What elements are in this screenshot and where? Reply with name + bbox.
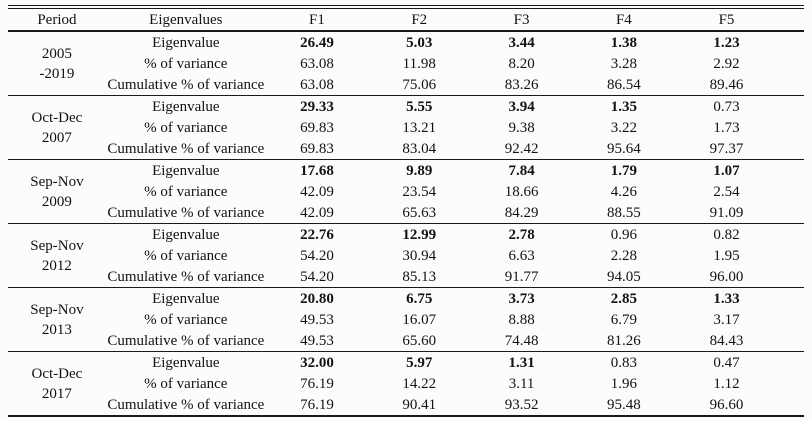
period-line: 2009 [41, 193, 72, 210]
value-cell-f5: 0.82 [713, 226, 740, 243]
value-cell-f3: 84.29 [504, 204, 539, 221]
row-label-cell: Eigenvalue [152, 290, 220, 307]
table-row [8, 202, 804, 224]
value-cell-f3: 1.31 [508, 354, 535, 371]
value-cell-f2: 5.03 [406, 34, 433, 51]
value-cell-f3: 93.52 [504, 396, 539, 413]
value-cell-f5: 1.07 [713, 162, 740, 179]
header-cell-f1: F1 [309, 11, 325, 28]
value-cell-f1: 69.83 [300, 140, 334, 157]
header-row [8, 7, 804, 31]
table-row [8, 309, 804, 330]
value-cell-f1: 69.83 [300, 119, 334, 136]
value-cell-f1: 76.19 [300, 396, 334, 413]
row-label-cell: Cumulative % of variance [107, 396, 265, 413]
value-cell-f2: 23.54 [402, 183, 437, 200]
value-cell-f4: 94.05 [607, 268, 641, 285]
value-cell-f5: 96.00 [709, 268, 744, 285]
value-cell-f2: 85.13 [402, 268, 437, 285]
value-cell-f1: 63.08 [300, 76, 334, 93]
table-row [8, 288, 804, 310]
period-group [8, 31, 804, 96]
value-cell-f5: 91.09 [709, 204, 744, 221]
table-row [8, 160, 804, 182]
value-cell-f2: 90.41 [402, 396, 437, 413]
header-cell-f4: F4 [615, 11, 632, 28]
value-cell-f3: 7.84 [508, 162, 535, 179]
value-cell-f4: 3.22 [610, 119, 638, 136]
value-cell-f4: 2.85 [610, 290, 638, 307]
value-cell-f4: 0.96 [610, 226, 638, 243]
value-cell-f5: 1.12 [713, 375, 740, 392]
header-cell-period: Period [37, 11, 77, 28]
row-label-cell: Cumulative % of variance [107, 204, 265, 221]
period-line: Sep-Nov [30, 301, 84, 318]
value-cell-f3: 92.42 [504, 140, 539, 157]
value-cell-f1: 20.80 [300, 290, 334, 307]
value-cell-f5: 2.92 [713, 55, 740, 72]
value-cell-f1: 49.53 [300, 311, 334, 328]
row-label-cell: Cumulative % of variance [107, 268, 265, 285]
value-cell-f4: 95.64 [607, 140, 641, 157]
table-row [8, 330, 804, 352]
period-line: Oct-Dec [31, 109, 83, 126]
period-line: 2013 [41, 321, 72, 338]
table-header [8, 7, 804, 31]
value-cell-f2: 6.75 [406, 290, 433, 307]
table-row [8, 74, 804, 96]
value-cell-f5: 97.37 [709, 140, 744, 157]
row-label-cell: Eigenvalue [152, 226, 220, 243]
value-cell-f5: 84.43 [709, 332, 744, 349]
value-cell-f3: 3.94 [508, 98, 535, 115]
eigenvalues-table [8, 5, 804, 417]
value-cell-f3: 3.44 [508, 34, 535, 51]
table-row [8, 352, 804, 374]
table-row [8, 394, 804, 416]
period-cell [8, 96, 106, 160]
period-group [8, 96, 804, 160]
period-group [8, 288, 804, 352]
value-cell-f2: 5.55 [406, 98, 433, 115]
period-line: 2012 [41, 257, 72, 274]
period-line: -2019 [39, 65, 75, 82]
value-cell-f4: 3.28 [610, 55, 638, 72]
row-label-cell: Eigenvalue [152, 162, 220, 179]
value-cell-f3: 8.20 [508, 55, 535, 72]
period-cell [8, 160, 106, 224]
value-cell-f3: 3.73 [508, 290, 535, 307]
value-cell-f3: 3.11 [508, 375, 535, 392]
period-line: 2007 [41, 129, 72, 146]
value-cell-f5: 1.23 [713, 34, 740, 51]
header-cell-f2: F2 [411, 11, 428, 28]
value-cell-f3: 74.48 [504, 332, 539, 349]
period-group [8, 160, 804, 224]
value-cell-f2: 75.06 [402, 76, 437, 93]
row-label-cell: Eigenvalue [152, 354, 220, 371]
value-cell-f4: 1.96 [610, 375, 638, 392]
row-label-cell: % of variance [144, 311, 228, 328]
row-label-cell: Eigenvalue [152, 34, 220, 51]
table-row [8, 96, 804, 118]
value-cell-f5: 1.73 [713, 119, 740, 136]
row-label-cell: % of variance [144, 119, 228, 136]
value-cell-f2: 65.63 [402, 204, 437, 221]
value-cell-f4: 88.55 [607, 204, 641, 221]
period-line: 2005 [41, 45, 72, 62]
value-cell-f3: 18.66 [504, 183, 539, 200]
header-cell-eigenvalues: Eigenvalues [149, 11, 223, 28]
table-row [8, 266, 804, 288]
value-cell-f1: 42.09 [300, 204, 334, 221]
row-label-cell: % of variance [144, 55, 228, 72]
value-cell-f1: 26.49 [300, 34, 334, 51]
row-label-cell: Cumulative % of variance [107, 76, 265, 93]
header-cell-f3: F3 [513, 11, 530, 28]
table-row [8, 53, 804, 74]
period-line: Sep-Nov [30, 237, 84, 254]
row-label-cell: Cumulative % of variance [107, 140, 265, 157]
value-cell-f2: 30.94 [402, 247, 437, 264]
period-group [8, 224, 804, 288]
value-cell-f5: 2.54 [713, 183, 740, 200]
value-cell-f1: 54.20 [300, 268, 334, 285]
table-row [8, 117, 804, 138]
value-cell-f1: 63.08 [300, 55, 334, 72]
value-cell-f1: 32.00 [300, 354, 334, 371]
table-row [8, 245, 804, 266]
period-cell [8, 352, 106, 417]
period-line: 2017 [41, 385, 72, 402]
row-label-cell: % of variance [144, 183, 228, 200]
value-cell-f4: 1.38 [610, 34, 638, 51]
row-label-cell: % of variance [144, 247, 228, 264]
header-cell-f5: F5 [718, 11, 735, 28]
value-cell-f4: 0.83 [610, 354, 638, 371]
row-label-cell: Cumulative % of variance [107, 332, 265, 349]
value-cell-f2: 12.99 [402, 226, 437, 243]
value-cell-f5: 0.73 [713, 98, 740, 115]
value-cell-f2: 65.60 [402, 332, 437, 349]
value-cell-f1: 76.19 [300, 375, 334, 392]
value-cell-f4: 4.26 [610, 183, 638, 200]
table-row [8, 373, 804, 394]
value-cell-f3: 2.78 [508, 226, 535, 243]
value-cell-f5: 96.60 [709, 396, 744, 413]
period-line: Sep-Nov [30, 173, 84, 190]
value-cell-f4: 2.28 [610, 247, 638, 264]
value-cell-f5: 3.17 [713, 311, 740, 328]
value-cell-f4: 81.26 [607, 332, 641, 349]
value-cell-f4: 1.79 [610, 162, 638, 179]
value-cell-f4: 6.79 [610, 311, 638, 328]
value-cell-f4: 1.35 [610, 98, 638, 115]
value-cell-f5: 89.46 [709, 76, 744, 93]
value-cell-f5: 0.47 [713, 354, 740, 371]
value-cell-f3: 8.88 [508, 311, 535, 328]
period-line: Oct-Dec [31, 365, 83, 382]
value-cell-f5: 1.95 [713, 247, 740, 264]
period-cell [8, 288, 106, 352]
period-group [8, 352, 804, 417]
value-cell-f3: 6.63 [508, 247, 535, 264]
row-label-cell: Eigenvalue [152, 98, 220, 115]
value-cell-f2: 11.98 [402, 55, 436, 72]
value-cell-f1: 22.76 [300, 226, 334, 243]
value-cell-f2: 14.22 [402, 375, 437, 392]
table-row [8, 138, 804, 160]
table-row [8, 181, 804, 202]
row-label-cell: % of variance [144, 375, 228, 392]
value-cell-f3: 83.26 [504, 76, 539, 93]
table-row [8, 31, 804, 53]
value-cell-f1: 54.20 [300, 247, 334, 264]
period-cell [8, 31, 106, 96]
value-cell-f1: 29.33 [300, 98, 334, 115]
table-row [8, 224, 804, 246]
value-cell-f3: 9.38 [508, 119, 535, 136]
value-cell-f3: 91.77 [504, 268, 539, 285]
period-cell [8, 224, 106, 288]
value-cell-f1: 42.09 [300, 183, 334, 200]
value-cell-f2: 16.07 [402, 311, 437, 328]
value-cell-f2: 83.04 [402, 140, 437, 157]
value-cell-f4: 95.48 [607, 396, 641, 413]
value-cell-f2: 5.97 [406, 354, 433, 371]
value-cell-f2: 13.21 [402, 119, 437, 136]
value-cell-f4: 86.54 [607, 76, 641, 93]
value-cell-f5: 1.33 [713, 290, 740, 307]
value-cell-f1: 49.53 [300, 332, 334, 349]
value-cell-f2: 9.89 [406, 162, 433, 179]
value-cell-f1: 17.68 [300, 162, 334, 179]
